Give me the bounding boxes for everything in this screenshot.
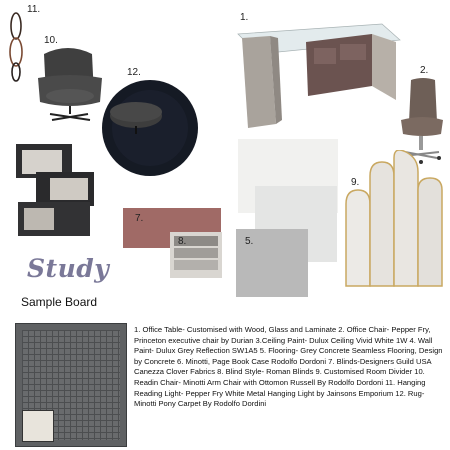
floor-plan-room [22, 410, 54, 442]
office-table-image [232, 20, 402, 130]
label-8: 8. [178, 236, 187, 247]
reading-chair-image [30, 44, 110, 124]
hanging-light-image [5, 8, 27, 84]
label-2: 2. [420, 65, 429, 76]
room-divider-image [342, 150, 446, 290]
label-1: 1. [240, 12, 249, 23]
bookcase-image [10, 138, 104, 238]
label-10: 10. [44, 35, 58, 46]
board-title: Study [27, 254, 110, 283]
materials-legend: 1. Office Table- Customised with Wood, Glass and Laminate 2. Office Chair- Pepper Fry, Princeton executive chair by Durian 3.Ceiling Paint- Dulux Ceiling Vivid White 1W 4. Wall Paint- Dulux Grey Reflection SW1A5 5. Flooring- Grey Concrete Seamless Flooring, Design by Concrete 6. Minotti, Page Book Case Rodolfo Dordoni 7. Blinds-Designers Guild USA Canezza Clover Fabrics 8. Blind Style- Roman Blinds 9. Customised Room Divider 10. Readin Chair- Minotti Arm Chair with Ottomon Russell By Rodolfo Dordoni 11. Hanging Reading Light- Pepper Fry White Metal Hanging Light by Jainsons Emporium 12. Rug- Minotti Pony Carpet By Rodolfo Dordini [134, 325, 443, 409]
board-subtitle: Sample Board [21, 295, 98, 309]
label-12: 12. [127, 67, 141, 78]
label-11: 11. [27, 4, 41, 15]
label-7: 7. [135, 213, 144, 224]
label-9: 9. [351, 177, 360, 188]
rug-image [100, 78, 200, 178]
floor-plan-image [15, 323, 127, 447]
label-5: 5. [245, 236, 254, 247]
